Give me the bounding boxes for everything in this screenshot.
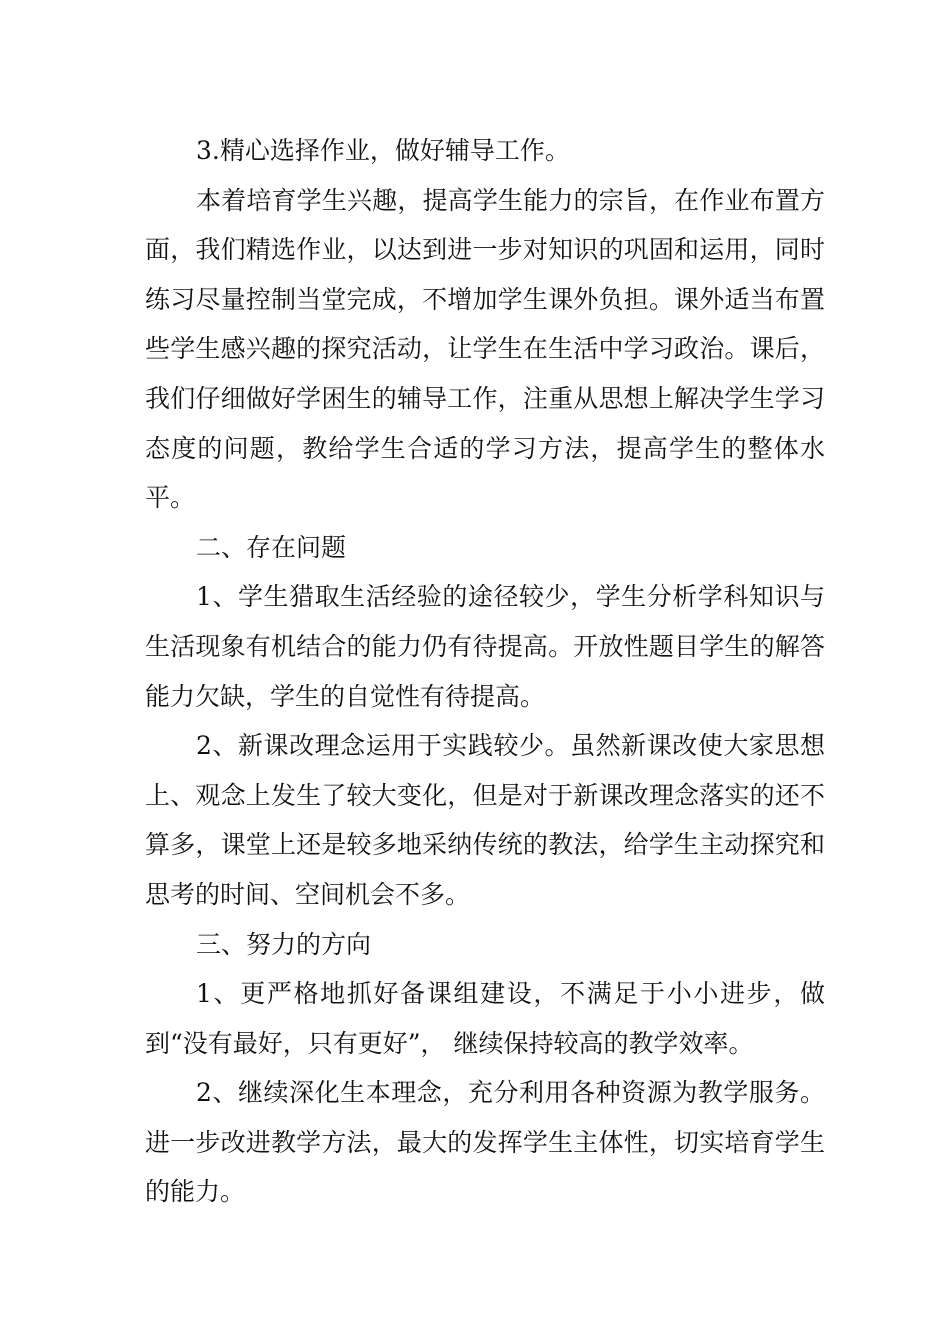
section-heading-direction: 三、努力的方向 [196, 929, 372, 959]
paragraph-direction-1: 1、更严格地抓好备课组建设，不满足于小小进步，做到“没有最好，只有更好”， 继续保持较高的教学效率。 [145, 979, 825, 1058]
paragraph-homework-body: 本着培育学生兴趣，提高学生能力的宗旨，在作业布置方面，我们精选作业，以达到进一步对知识的巩固和运用，同时练习尽量控制当堂完成，不增加学生课外负担。课外适当布置些学生感兴趣的探究活动，让学生在生活中学习政治。课后，我们仔细做好学困生的辅导工作，注重从思想上解决学生学习态度的问题，教给学生合适的学习方法，提高学生的整体水平。 [145, 185, 825, 513]
paragraph-problem-1: 1、学生猎取生活经验的途径较少，学生分析学科知识与生活现象有机结合的能力仍有待提高。开放性题目学生的解答能力欠缺，学生的自觉性有待提高。 [145, 582, 825, 711]
paragraph-heading-homework: 3.精心选择作业，做好辅导工作。 [196, 136, 570, 165]
paragraph-direction-2: 2、继续深化生本理念，充分利用各种资源为教学服务。进一步改进教学方法，最大的发挥学生主体性，切实培育学生的能力。 [145, 1078, 825, 1207]
section-heading-problems: 二、存在问题 [196, 532, 347, 562]
paragraph-problem-2: 2、新课改理念运用于实践较少。虽然新课改使大家思想上、观念上发生了较大变化，但是对于新课改理念落实的还不算多，课堂上还是较多地采纳传统的教法，给学生主动探究和思考的时间、空间机会不多。 [145, 731, 825, 909]
document-body [145, 126, 825, 1217]
